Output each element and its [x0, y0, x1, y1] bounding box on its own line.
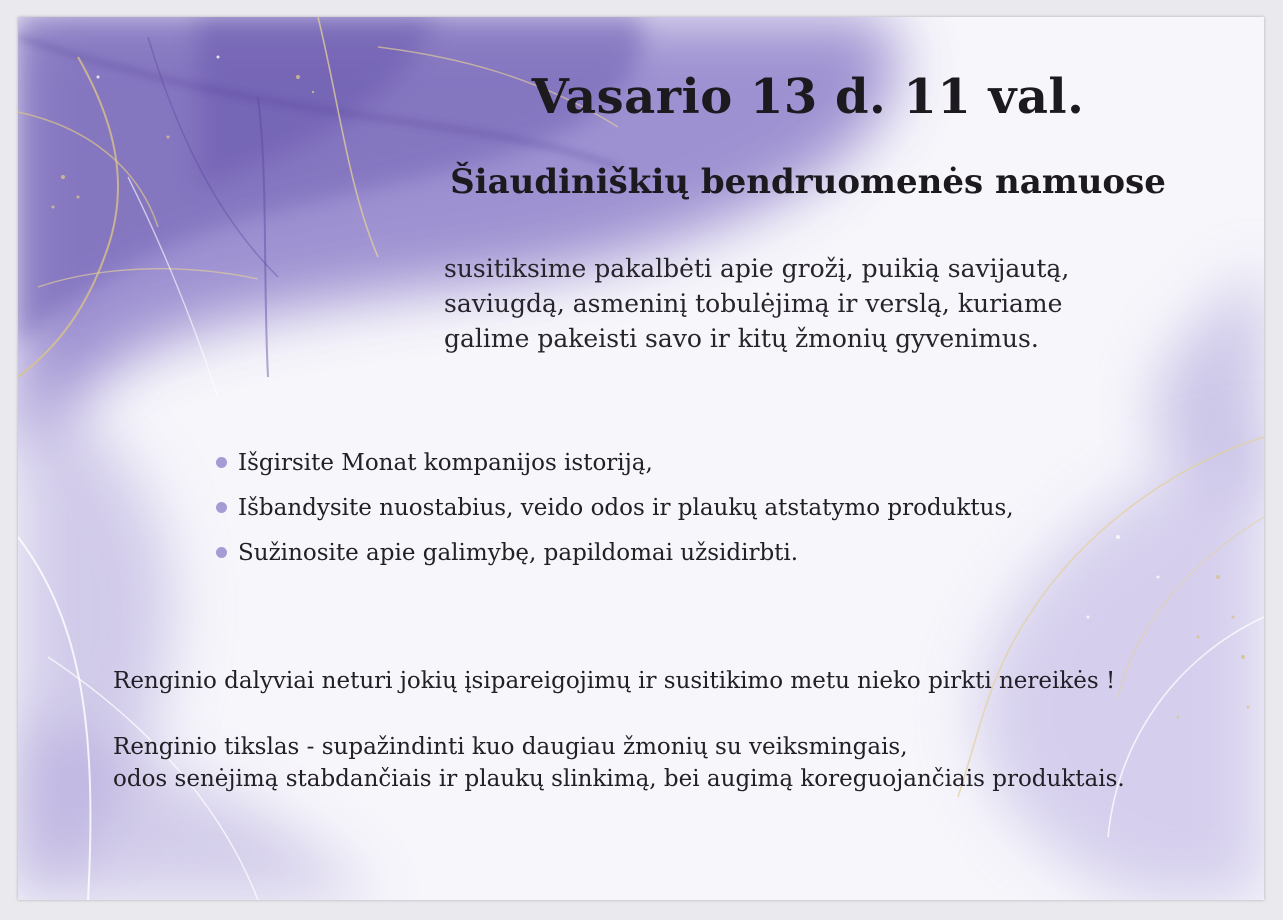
event-goal-note	[113, 731, 1233, 795]
list-item-text: Sužinosite apie galimybę, papildomai užsidirbti.	[238, 540, 799, 566]
bullet-dot-icon	[216, 457, 227, 468]
intro-line: susitiksime pakalbėti apie grožį, puikią savijautą,	[444, 254, 1070, 283]
list-item	[216, 531, 1136, 576]
bullet-dot-icon	[216, 502, 227, 513]
event-venue: Šiaudiniškių bendruomenės namuose	[450, 162, 1166, 202]
invitation-card	[18, 17, 1264, 900]
event-date-time: Vasario 13 d. 11 val.	[531, 69, 1085, 125]
goal-line: Renginio tikslas - supažindinti kuo daugiau žmonių su veiksmingais,	[113, 734, 908, 760]
bullet-dot-icon	[216, 547, 227, 558]
list-item-text: Išgirsite Monat kompanijos istoriją,	[238, 450, 653, 476]
intro-line: saviugdą, asmeninį tobulėjimą ir verslą, kuriame	[444, 289, 1063, 318]
list-item	[216, 486, 1136, 531]
benefits-list	[216, 441, 1136, 576]
goal-line: odos senėjimą stabdančiais ir plaukų slinkimą, bei augimą koreguojančiais produktais.	[113, 766, 1125, 792]
intro-line: galime pakeisti savo ir kitų žmonių gyvenimus.	[444, 324, 1039, 353]
list-item-text: Išbandysite nuostabius, veido odos ir plaukų atstatymo produktus,	[238, 495, 1014, 521]
intro-text	[444, 251, 1164, 356]
no-obligation-note: Renginio dalyviai neturi jokių įsipareigojimų ir susitikimo metu nieko pirkti nereikės !	[113, 668, 1116, 694]
list-item	[216, 441, 1136, 486]
